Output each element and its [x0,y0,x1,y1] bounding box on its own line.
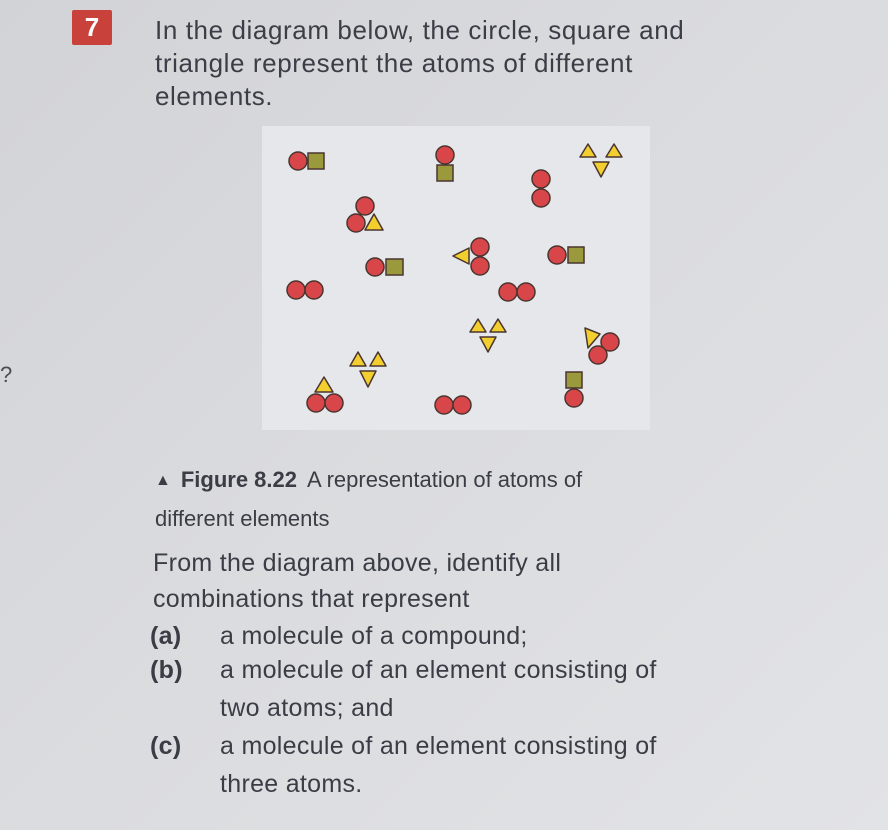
part-line: a molecule of an element consisting of [220,656,657,684]
part-text [220,727,790,803]
question-line: triangle represent the atoms of different [155,48,633,78]
molecule-triangle-circle-circle [453,238,489,275]
molecule-circle-square-1 [289,152,324,170]
molecule-circle-pair-1 [287,281,323,299]
molecule-circle-circle-vertical [532,170,550,207]
molecule-circle-pair-2 [499,283,535,301]
part-c [150,727,790,803]
question-prompt [153,545,773,617]
part-line: a molecule of an element consisting of [220,732,657,760]
part-label: (a) [150,622,182,650]
molecule-triangle-circle-circle-3 [307,377,343,412]
margin-mark: ? [0,362,13,387]
question-line: elements. [155,81,274,111]
atoms-diagram-svg [262,126,650,430]
molecule-triangle-trimer-3 [350,352,386,387]
caption-text: A representation of atoms of [307,467,583,492]
prompt-line: combinations that represent [153,585,470,613]
part-b [150,651,790,727]
part-a [150,617,790,655]
question-number-badge: 7 [72,10,112,45]
part-line: a molecule of a compound; [220,622,528,650]
part-text [220,651,790,727]
question-line: In the diagram below, the circle, square and [155,15,685,45]
figure-caption [155,461,755,538]
caption-line: different elements [155,506,330,531]
part-label: (c) [150,732,182,760]
part-line: three atoms. [220,770,363,798]
question-text [155,14,775,113]
molecule-circle-square-3 [548,246,584,264]
molecule-circle-over-square [436,146,454,181]
molecule-triangle-trimer-2 [470,319,506,352]
molecule-square-over-circle [565,372,583,407]
molecule-circle-circle-triangle-1 [347,197,383,232]
molecule-triangle-circle-circle-2 [585,328,619,364]
molecule-triangle-trimer-1 [580,144,622,177]
part-label: (b) [150,656,183,684]
caption-line [155,461,755,500]
part-text [220,617,790,655]
part-line: two atoms; and [220,694,394,722]
molecule-circle-square-2 [366,258,403,276]
prompt-line: From the diagram above, identify all [153,549,562,577]
figure-label: Figure 8.22 [180,467,297,492]
caption-triangle-icon: ▲ [155,472,171,489]
atoms-diagram [262,126,650,430]
molecule-circle-pair-3 [435,396,471,414]
